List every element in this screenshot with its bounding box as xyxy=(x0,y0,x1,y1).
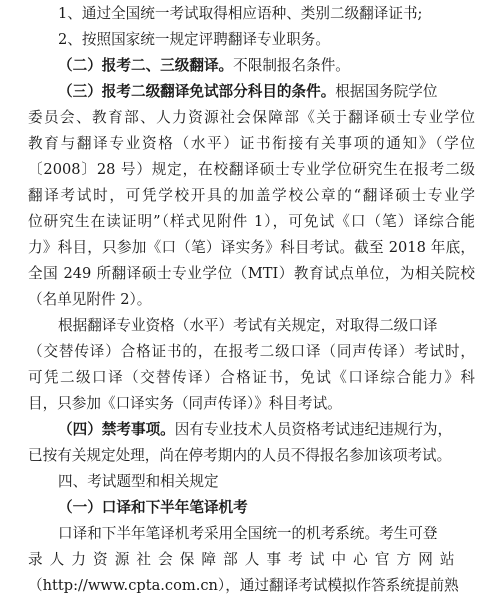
section-4-text: 因有专业技术人员资格考试违纪违规行为， xyxy=(174,421,453,438)
paragraph-line: 全国 249 所翻译硕士专业学位（MTI）教育试点单位，为相关院校 xyxy=(28,265,475,282)
condition-item-2: 2、按照国家统一规定评聘翻译专业职务。 xyxy=(58,31,330,48)
section-4-paragraph-line-1 xyxy=(58,420,452,440)
section-4-heading: （四）禁考事项。 xyxy=(58,421,175,438)
paragraph-line: 根据翻译专业资格（水平）考试有关规定，对取得二级口译 xyxy=(58,317,438,334)
section-2-heading: （二）报考二、三级翻译。 xyxy=(58,57,234,74)
paragraph-line: 已按有关规定处理，尚在停考期内的人员不得报名参加该项考试。 xyxy=(28,447,452,464)
paragraph-line: 位研究生在读证明”（样式见附件 1），可免试《口（笔）译综合能 xyxy=(28,213,475,230)
paragraph-line: 翻译考试时，可凭学校开具的加盖学校公章的“翻译硕士专业学 xyxy=(28,187,475,204)
chapter-4-heading: 四、考试题型和相关规定 xyxy=(58,473,219,490)
paragraph-line: 教育与翻译专业资格（水平）证书衔接有关事项的通知》（学位 xyxy=(28,135,475,152)
paragraph-line: 口译和下半年笔译机考采用全国统一的机考系统。考生可登 xyxy=(58,525,438,542)
subsection-1-heading: （一）口译和下半年笔译机考 xyxy=(58,499,248,516)
condition-item-1: 1、通过全国统一考试取得相应语种、类别二级翻译证书; xyxy=(58,5,423,22)
paragraph-line: （交替传译）合格证书的，在报考二级口译（同声传译）考试时， xyxy=(28,343,475,360)
section-3-heading: （三）报考二级翻译免试部分科目的条件。 xyxy=(58,83,336,100)
paragraph-line: 可凭二级口译（交替传译）合格证书，免试《口译综合能力》科 xyxy=(28,369,475,386)
section-3-text: 根据国务院学位 xyxy=(335,83,438,100)
subsection-1-paragraph xyxy=(58,498,248,518)
paragraph-line: 〔2008〕28 号）规定，在校翻译硕士专业学位研究生在报考二级 xyxy=(28,161,475,178)
paragraph-line: 力》科目，只参加《口（笔）译实务》科目考试。截至 2018 年底， xyxy=(28,239,475,256)
paragraph-line: 录人力资源社会保障部人事考试中心官方网站 xyxy=(28,551,458,568)
paragraph-line: （名单见附件 2）。 xyxy=(28,291,152,308)
paragraph-line: 目，只参加《口译实务（同声传译）》科目考试。 xyxy=(28,395,342,412)
section-2-text: 不限制报名条件。 xyxy=(233,57,350,74)
paragraph-line: 委员会、教育部、人力资源社会保障部《关于翻译硕士专业学位 xyxy=(28,109,475,126)
paragraph-line-with-link: （http://www.cpta.com.cn），通过翻译考试模拟作答系统提前熟 xyxy=(28,577,459,594)
